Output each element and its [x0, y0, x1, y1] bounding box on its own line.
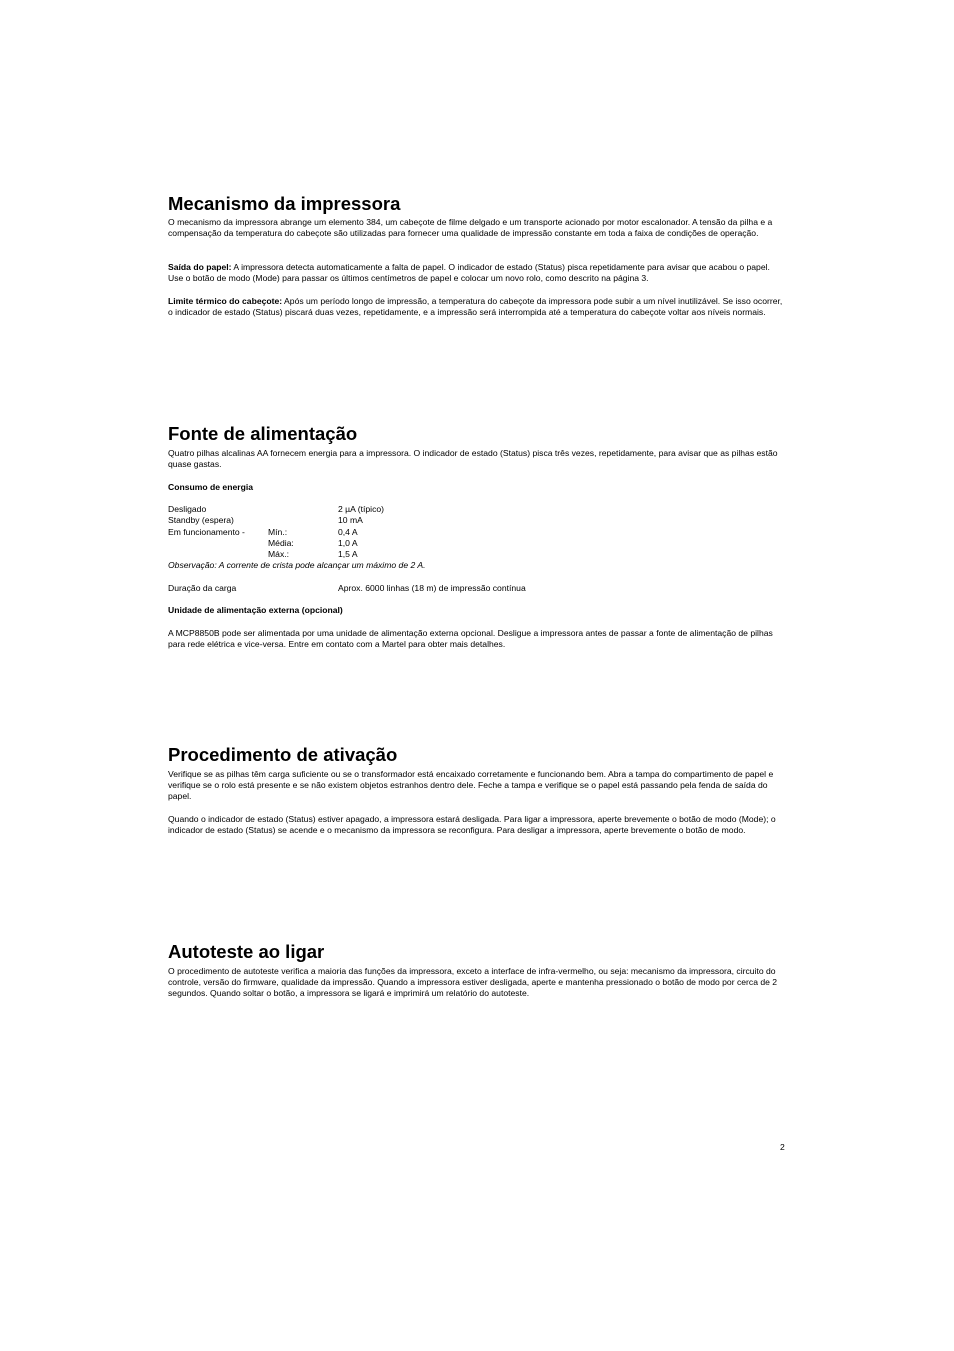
standby-value: 10 mA [338, 515, 363, 525]
limite-paragraph [168, 296, 786, 318]
min-value: 0,4 A [338, 527, 358, 537]
max-value: 1,5 A [338, 549, 358, 559]
standby-label: Standby (espera) [168, 515, 234, 525]
heading-autoteste: Autoteste ao ligar [168, 941, 325, 962]
duracao-value: Aprox. 6000 linhas (18 m) de impressão contínua [338, 583, 526, 593]
fonte-intro: Quatro pilhas alcalinas AA fornecem energia para a impressora. O indicador de estado (Status) pisca três vezes, repetidamente, para avisar que as pilhas estão quase gastas. [168, 448, 778, 470]
min-label: Mín.: [268, 527, 288, 537]
saida-text: A impressora detecta automaticamente a falta de papel. O indicador de estado (Status) pisca repetidamente para avisar que acabou o papel. Use o botão de modo (Mode) para passar os últimos centímetros de papel e colocar um novo rolo, como descrito na página 3. [168, 262, 770, 284]
consumo-label: Consumo de energia [168, 482, 253, 492]
media-label: Média: [268, 538, 294, 548]
heading-ativacao: Procedimento de ativação [168, 744, 398, 765]
saida-label: Saída do papel: [168, 262, 232, 272]
desligado-value: 2 µA (típico) [338, 504, 385, 514]
mecanismo-intro: O mecanismo da impressora abrange um elemento 384, um cabeçote de filme delgado e um transporte acionado por motor escalonador. A tensão da pilha e a compensação da temperatura do cabeçote são utilizadas para fornecer uma qualidade de impressão constante em toda a faixa de condições de operação. [168, 217, 773, 239]
ativacao-para2: Quando o indicador de estado (Status) estiver apagado, a impressora estará desligada. Para ligar a impressora, aperte brevemente o botão de modo (Mode); o indicador de estado (Status) se acende e o mecanismo da impressora se reconfigura. Para desligar a impressora, aperte brevemente o botão de modo. [168, 814, 776, 836]
observacao-note: Observação: A corrente de crista pode alcançar um máximo de 2 A. [168, 560, 426, 570]
max-label: Máx.: [268, 549, 290, 559]
externa-label: Unidade de alimentação externa (opcional) [168, 605, 343, 615]
page-number: 2 [780, 1142, 785, 1152]
funcionamento-label: Em funcionamento - [168, 527, 245, 537]
limite-label: Limite térmico do cabeçote: [168, 296, 283, 306]
duracao-label: Duração da carga [168, 583, 237, 593]
ativacao-para1: Verifique se as pilhas têm carga suficiente ou se o transformador está encaixado corretamente e funcionando bem. Abra a tampa do compartimento de papel e verifique se o rolo está presente e se não existem objetos estranhos dentro dele. Feche a tampa e verifique se o papel está passando pela fenda de saída do papel. [168, 769, 774, 802]
heading-fonte: Fonte de alimentação [168, 423, 358, 444]
externa-paragraph: A MCP8850B pode ser alimentada por uma unidade de alimentação externa opcional. Desligue a impressora antes de passar a fonte de alimentação de pilhas para rede elétrica e vice-versa. Entre em contato com a Martel para obter mais detalhes. [168, 628, 773, 650]
heading-mecanismo: Mecanismo da impressora [168, 193, 401, 214]
desligado-label: Desligado [168, 504, 207, 514]
saida-paragraph [168, 262, 786, 284]
media-value: 1,0 A [338, 538, 358, 548]
autoteste-para1: O procedimento de autoteste verifica a maioria das funções da impressora, exceto a interface de infra-vermelho, ou seja: mecanismo da impressora, circuito do controle, versão do firmware, qualidade da impressão. Quando a impressora estiver desligada, aperte e mantenha pressionado o botão de modo por cerca de 2 segundos. Quando soltar o botão, a impressora se ligará e imprimirá um relatório do autoteste. [168, 966, 778, 999]
limite-text: Após um período longo de impressão, a temperatura do cabeçote da impressora pode subir a um nível inutilizável. Se isso ocorrer, o indicador de estado (Status) piscará duas vezes, repetidamente, e a impressão será interrompida até a temperatura do cabeçote voltar aos níveis normais. [168, 296, 783, 318]
